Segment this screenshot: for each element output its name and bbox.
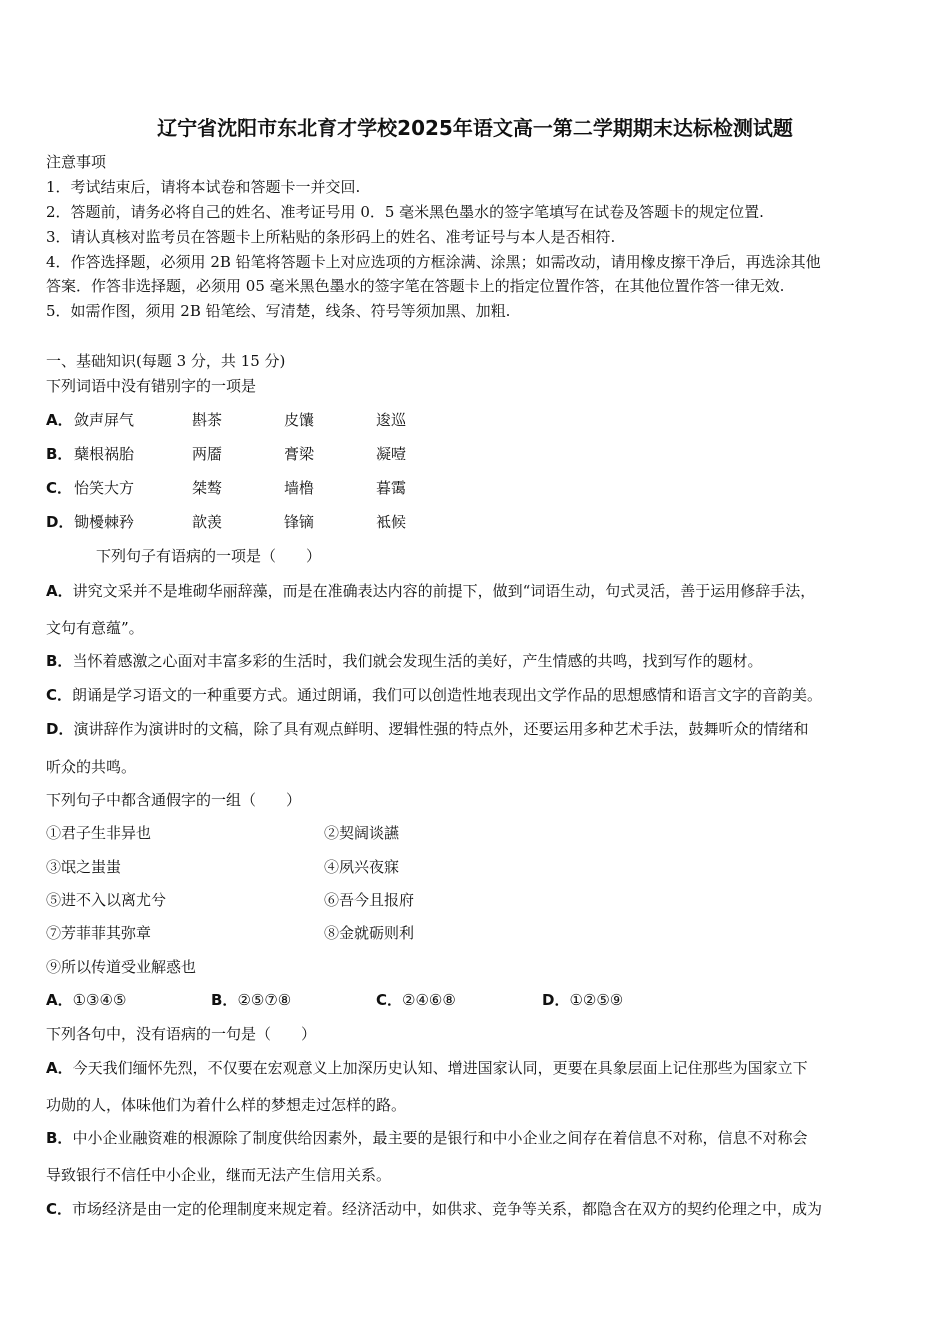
question-2-option-a-cont: [46, 618, 144, 638]
choice-d: [542, 990, 623, 1010]
choice-label: C．: [376, 991, 403, 1009]
option-word: 桀骜: [192, 479, 223, 497]
option-label: C．: [46, 479, 73, 497]
option-word: 皮馕: [284, 411, 315, 429]
option-word: 锄櫌棘矜: [74, 513, 135, 531]
option-label: B．: [46, 1129, 73, 1147]
sentence-item: ②契阔谈讌: [324, 824, 400, 842]
option-label: D．: [46, 720, 74, 738]
question-2-option-c: [46, 685, 822, 705]
option-word: 膏梁: [284, 445, 315, 463]
question-2-option-a: [46, 581, 815, 601]
option-word: 墙橹: [284, 479, 315, 497]
notice-item: 2．答题前，请务必将自己的姓名、准考证号用 0．5 毫米黑色墨水的签字笔填写在试卷及答题卡的规定位置.: [46, 203, 764, 221]
sentence-item: ⑧金就砺则利: [324, 924, 415, 942]
option-label: D．: [46, 513, 74, 531]
notice-item: 5．如需作图，须用 2B 铅笔绘、写清楚，线条、符号等须加黑、加粗.: [46, 302, 511, 320]
notice-heading: 注意事项: [46, 153, 107, 171]
choice-label: D．: [542, 991, 570, 1009]
question-4-option-b: [46, 1128, 807, 1148]
sentence-item: ④夙兴夜寐: [324, 858, 400, 876]
option-text: 听众的共鸣。: [46, 758, 137, 776]
question-3-stem: 下列句子中都含通假字的一组（ ）: [46, 791, 302, 809]
option-word: 暮霭: [376, 479, 407, 497]
choice-label: A．: [46, 991, 73, 1009]
sentence-item: ⑥吾今且报府: [324, 891, 415, 909]
option-text: 文句有意蕴”。: [46, 619, 144, 637]
sentence-item: ①君子生非异也: [46, 824, 152, 842]
notice-item: 3．请认真核对监考员在答题卡上所粘贴的条形码上的姓名、准考证号与本人是否相符.: [46, 228, 616, 246]
sentence-item: ⑤进不入以离尤兮: [46, 891, 167, 909]
option-word: 怡笑大方: [74, 479, 135, 497]
question-4-option-a: [46, 1058, 808, 1078]
question-2-option-d-cont: [46, 757, 136, 777]
choice-b: [211, 990, 291, 1010]
option-word: 两靥: [192, 445, 223, 463]
option-word: 蘖根祸胎: [74, 445, 135, 463]
option-text: 当怀着感激之心面对丰富多彩的生活时，我们就会发现生活的美好，产生情感的共鸣，找到写作的题材。: [72, 652, 763, 670]
question-2-option-d: [46, 719, 808, 739]
sentence-item: ⑨所以传道受业解惑也: [46, 958, 197, 976]
question-4-stem: 下列各句中，没有语病的一句是（ ）: [46, 1025, 317, 1043]
option-label: C．: [46, 1200, 73, 1218]
option-word: 歆羡: [192, 513, 223, 531]
choice-c: [376, 990, 456, 1010]
option-word: 逡巡: [376, 411, 407, 429]
question-4-option-c: [46, 1199, 822, 1219]
choice-text: ②④⑥⑧: [402, 991, 456, 1009]
choice-label: B．: [211, 991, 238, 1009]
section-heading: 一、基础知识(每题 3 分，共 15 分): [46, 352, 286, 370]
option-word: 敛声屏气: [74, 411, 135, 429]
question-1-stem: 下列词语中没有错别字的一项是: [46, 377, 257, 395]
question-2-stem: 下列句子有语病的一项是（ ）: [96, 547, 322, 565]
option-word: 袛候: [376, 513, 407, 531]
option-label: B．: [46, 445, 73, 463]
option-label: A．: [46, 1059, 73, 1077]
option-text: 今天我们缅怀先烈，不仅要在宏观意义上加深历史认知、增进国家认同，更要在具象层面上记住那些为国家立下: [72, 1059, 808, 1077]
option-label: B．: [46, 652, 73, 670]
option-label: A．: [46, 411, 73, 429]
choice-text: ①②⑤⑨: [569, 991, 624, 1009]
sentence-item: ③氓之蚩蚩: [46, 858, 122, 876]
option-label: A．: [46, 582, 73, 600]
option-text: 导致银行不信任中小企业，继而无法产生信用关系。: [46, 1166, 392, 1184]
choice-text: ②⑤⑦⑧: [237, 991, 292, 1009]
option-word: 锋镝: [284, 513, 315, 531]
choice-text: ①③④⑤: [72, 991, 127, 1009]
question-2-option-b: [46, 651, 762, 671]
page-title: 辽宁省沈阳市东北育才学校2025年语文高一第二学期期末达标检测试题: [157, 116, 793, 140]
notice-item: 1．考试结束后，请将本试卷和答题卡一并交回.: [46, 178, 361, 196]
option-word: 凝噎: [376, 445, 407, 463]
option-word: 斟茶: [192, 411, 223, 429]
option-text: 功勋的人，体味他们为着什么样的梦想走过怎样的路。: [46, 1096, 407, 1114]
question-4-option-b-cont: [46, 1165, 391, 1185]
option-text: 朗诵是学习语文的一种重要方式。通过朗诵，我们可以创造性地表现出文学作品的思想感情和语言文字的音韵美。: [72, 686, 823, 704]
notice-item: 答案．作答非选择题，必须用 05 毫米黑色墨水的签字笔在答题卡上的指定位置作答，在其他位置作答一律无效.: [46, 277, 785, 295]
option-label: C．: [46, 686, 73, 704]
sentence-item: ⑦芳菲菲其弥章: [46, 924, 152, 942]
notice-item: 4．作答选择题，必须用 2B 铅笔将答题卡上对应选项的方框涂满、涂黑；如需改动，请用橡皮擦干净后，再选涂其他: [46, 253, 821, 271]
choice-a: [46, 990, 126, 1010]
option-text: 演讲辞作为演讲时的文稿，除了具有观点鲜明、逻辑性强的特点外，还要运用多种艺术手法，鼓舞听众的情绪和: [73, 720, 809, 738]
option-text: 市场经济是由一定的伦理制度来规定着。经济活动中，如供求、竞争等关系，都隐含在双方的契约伦理之中，成为: [72, 1200, 823, 1218]
option-text: 讲究文采并不是堆砌华丽辞藻，而是在准确表达内容的前提下，做到“词语生动，句式灵活，善于运用修辞手法，: [72, 582, 816, 600]
question-4-option-a-cont: [46, 1095, 406, 1115]
option-text: 中小企业融资难的根源除了制度供给因素外，最主要的是银行和中小企业之间存在着信息不对称，信息不对称会: [72, 1129, 808, 1147]
